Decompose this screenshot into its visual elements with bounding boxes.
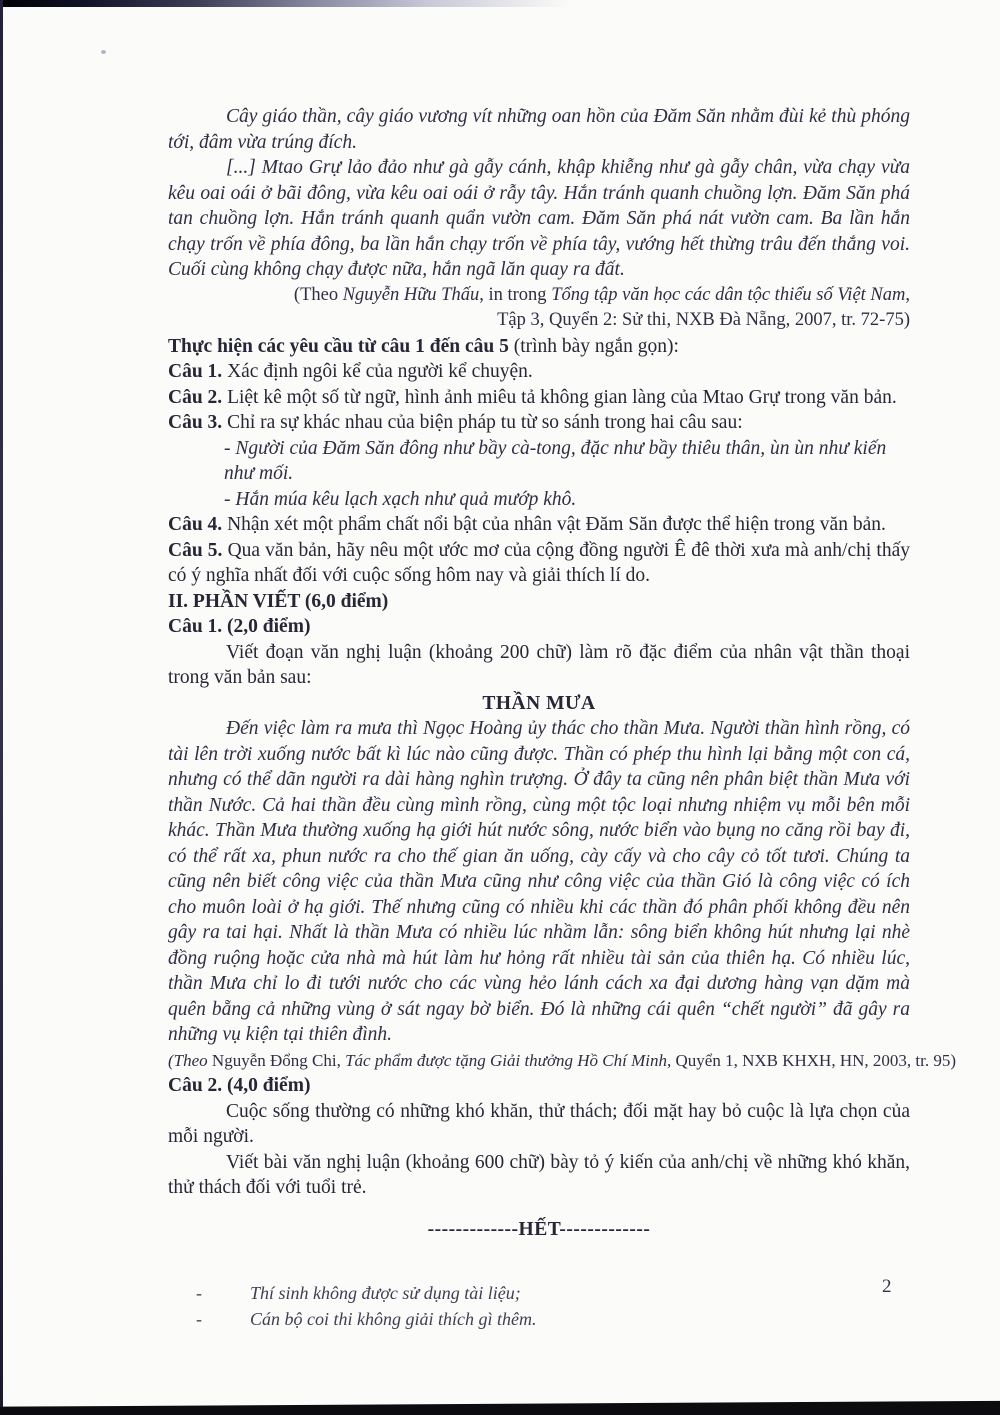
question-3-label: Câu 3. bbox=[168, 412, 223, 433]
instruction-bold-part: Thực hiện các yêu cầu từ câu 1 đến câu 5 bbox=[168, 335, 509, 357]
writing-cau-2-statement: Cuộc sống thường có những khó khăn, thử thách; đối mặt hay bỏ cuộc là lựa chọn của mỗi người. bbox=[168, 1100, 910, 1147]
end-of-exam-marker: -------------HẾT------------- bbox=[427, 1218, 651, 1240]
question-3-example-1: - Người của Đăm Săn đông như bầy cà-tong, đặc như bầy thiêu thân, ùn ùn như kiến như mối. bbox=[224, 437, 887, 484]
question-3-example-2: - Hắn múa kêu lạch xạch như quả mướp khô. bbox=[224, 488, 577, 510]
question-2-label: Câu 2. bbox=[168, 386, 223, 408]
instruction-normal-part: (trình bày ngắn gọn): bbox=[508, 335, 679, 357]
question-cau-3 bbox=[168, 410, 910, 436]
citation-2-suffix: , Quyển 1, NXB KHXH, HN, 2003, tr. 95) bbox=[667, 1050, 956, 1070]
than-mua-passage: Đến việc làm ra mưa thì Ngọc Hoàng ủy thác cho thần Mưa. Người thần hình rồng, có tài lên trời xuống nước bất kì lúc nào cũng được. Thần có phép thu hình lại bằng một con cá, nhưng có thể dãn người ra dài hàng nghìn trượng. Ở đây ta cũng nên phân biệt thần Mưa với thần Nước. Cả hai thần đều cùng mình rồng, cùng một tộc loại nhưng nhiệm vụ mỗi bên mỗi khác. Thần Mưa thường xuống hạ giới hút nước sông, nước biển vào bụng no căng rồi bay đi, có thể rất xa, phun nước ra cho thế gian ăn uống, cày cấy và cho cây cỏ tốt tươi. Chúng ta cũng nên biết công việc của thần Mưa cũng như công việc của thần Gió là công việc có ích cho muôn loài ở hạ giới. Thế nhưng cũng có nhiều khi các thần đó phân phối không đều nên gây ra tai hại. Nhất là thần Mưa có nhiều lúc nhầm lẫn: sông biển không hút nhưng lại nhè đồng ruộng hoặc cửa nhà mà hút làm hư hỏng rất nhiều tài sản của thiên hạ. Có nhiều lúc, thần Mưa chỉ lo đi tưới nước cho các vùng hẻo lánh cách xa đại dương hàng vạn dặm mà quên bẵng cả những vùng ở sát ngay bờ biển. Đó là những cái quên “chết người” đã gây ra những vụ kiện tại thiên đình. bbox=[168, 718, 910, 1045]
question-5-text: Qua văn bản, hãy nêu một ước mơ của cộng đồng người Ê đê thời xưa mà anh/chị thấy có ý nghĩa nhất đối với cuộc sống hôm nay và giải thích lí do. bbox=[168, 539, 910, 586]
question-4-label: Câu 4. bbox=[168, 514, 223, 535]
question-cau-2 bbox=[168, 385, 910, 411]
question-1-text: Xác định ngôi kể của người kể chuyện. bbox=[222, 361, 533, 382]
note-item-1 bbox=[196, 1280, 910, 1306]
citation-prefix: (Theo bbox=[293, 284, 343, 305]
citation-2-work-title: Tác phẩm được tặng Giải thưởng Hồ Chí Minh bbox=[345, 1050, 667, 1070]
question-cau-1 bbox=[168, 359, 910, 385]
writing-cau-1-prompt: Viết đoạn văn nghị luận (khoảng 200 chữ) làm rõ đặc điểm của nhân vật thần thoại trong văn bản sau: bbox=[168, 641, 910, 688]
question-cau-4 bbox=[168, 512, 910, 538]
scan-artifact-speck bbox=[101, 50, 106, 54]
note-item-2 bbox=[196, 1306, 910, 1332]
question-5-label: Câu 5. bbox=[168, 539, 223, 561]
scan-artifact-bottom-bar bbox=[0, 1399, 1000, 1415]
citation-mid: , in trong bbox=[479, 284, 552, 305]
question-cau-5 bbox=[168, 538, 910, 589]
page-number: 2 bbox=[882, 1276, 892, 1297]
epic-excerpt-paragraph-1: Cây giáo thần, cây giáo vương vít những oan hồn của Đăm Săn nhằm đùi kẻ thù phóng tới, đâm vừa trúng đích. bbox=[168, 106, 910, 153]
writing-cau-1-title: Câu 1. (2,0 điểm) bbox=[168, 616, 311, 637]
note-1-dash: - bbox=[196, 1283, 202, 1303]
question-4-text: Nhận xét một phẩm chất nổi bật của nhân vật Đăm Săn được thể hiện trong văn bản. bbox=[222, 514, 886, 535]
reading-instruction bbox=[168, 334, 910, 360]
source-citation-1-line-2: Tập 3, Quyển 2: Sử thi, NXB Đà Nẵng, 2007, tr. 72-75) bbox=[497, 310, 910, 330]
question-3-text: Chỉ ra sự khác nhau của biện pháp tu từ so sánh trong hai câu sau: bbox=[222, 412, 743, 433]
citation-2-author: Nguyễn Đổng Chi, bbox=[211, 1050, 346, 1070]
scan-artifact-top-bar bbox=[0, 0, 570, 7]
exam-notes bbox=[196, 1280, 910, 1332]
note-2-text: Cán bộ coi thi không giải thích gì thêm. bbox=[250, 1309, 537, 1329]
question-2-text: Liệt kê một số từ ngữ, hình ảnh miêu tả không gian làng của Mtao Grự trong văn bản. bbox=[222, 386, 897, 408]
note-1-text: Thí sinh không được sử dụng tài liệu; bbox=[250, 1283, 521, 1303]
note-2-dash: - bbox=[196, 1309, 202, 1329]
writing-cau-2-title: Câu 2. (4,0 điểm) bbox=[168, 1075, 311, 1096]
than-mua-title: THẦN MƯA bbox=[482, 692, 596, 714]
scan-artifact-left-edge bbox=[0, 0, 3, 1415]
source-citation-1-line-1 bbox=[168, 283, 910, 309]
page-content bbox=[168, 104, 956, 1332]
citation-2-prefix: (Theo bbox=[168, 1050, 212, 1070]
writing-cau-2-prompt: Viết bài văn nghị luận (khoảng 600 chữ) bày tỏ ý kiến của anh/chị về những khó khăn, thử thách đối với tuổi trẻ. bbox=[168, 1151, 910, 1198]
writing-section-title: II. PHẦN VIẾT (6,0 điểm) bbox=[168, 590, 389, 612]
epic-excerpt-paragraph-2: [...] Mtao Grự lảo đảo như gà gẫy cánh, khập khiễng như gà gẫy chân, vừa chạy vừa kêu oai oái ở bãi đông, vừa kêu oai oái ở rẫy tây. Hắn tránh quanh chuồng lợn. Đăm Săn phá tan chuồng lợn. Hắn tránh quanh quẩn vườn cam. Đăm Săn phá nát vườn cam. Ba lần hắn chạy trốn về phía đông, ba lần hắn chạy trốn về phía tây, vướng hết thừng trâu đến thắng voi. Cuối cùng không chạy được nữa, hắn ngã lăn quay ra đất. bbox=[168, 157, 910, 280]
source-citation-2 bbox=[168, 1048, 956, 1074]
citation-suffix: , bbox=[905, 284, 910, 305]
question-1-label: Câu 1. bbox=[168, 361, 223, 382]
citation-work-title: Tổng tập văn học các dân tộc thiểu số Việt Nam bbox=[551, 284, 906, 305]
citation-author: Nguyễn Hữu Thấu bbox=[342, 284, 480, 305]
